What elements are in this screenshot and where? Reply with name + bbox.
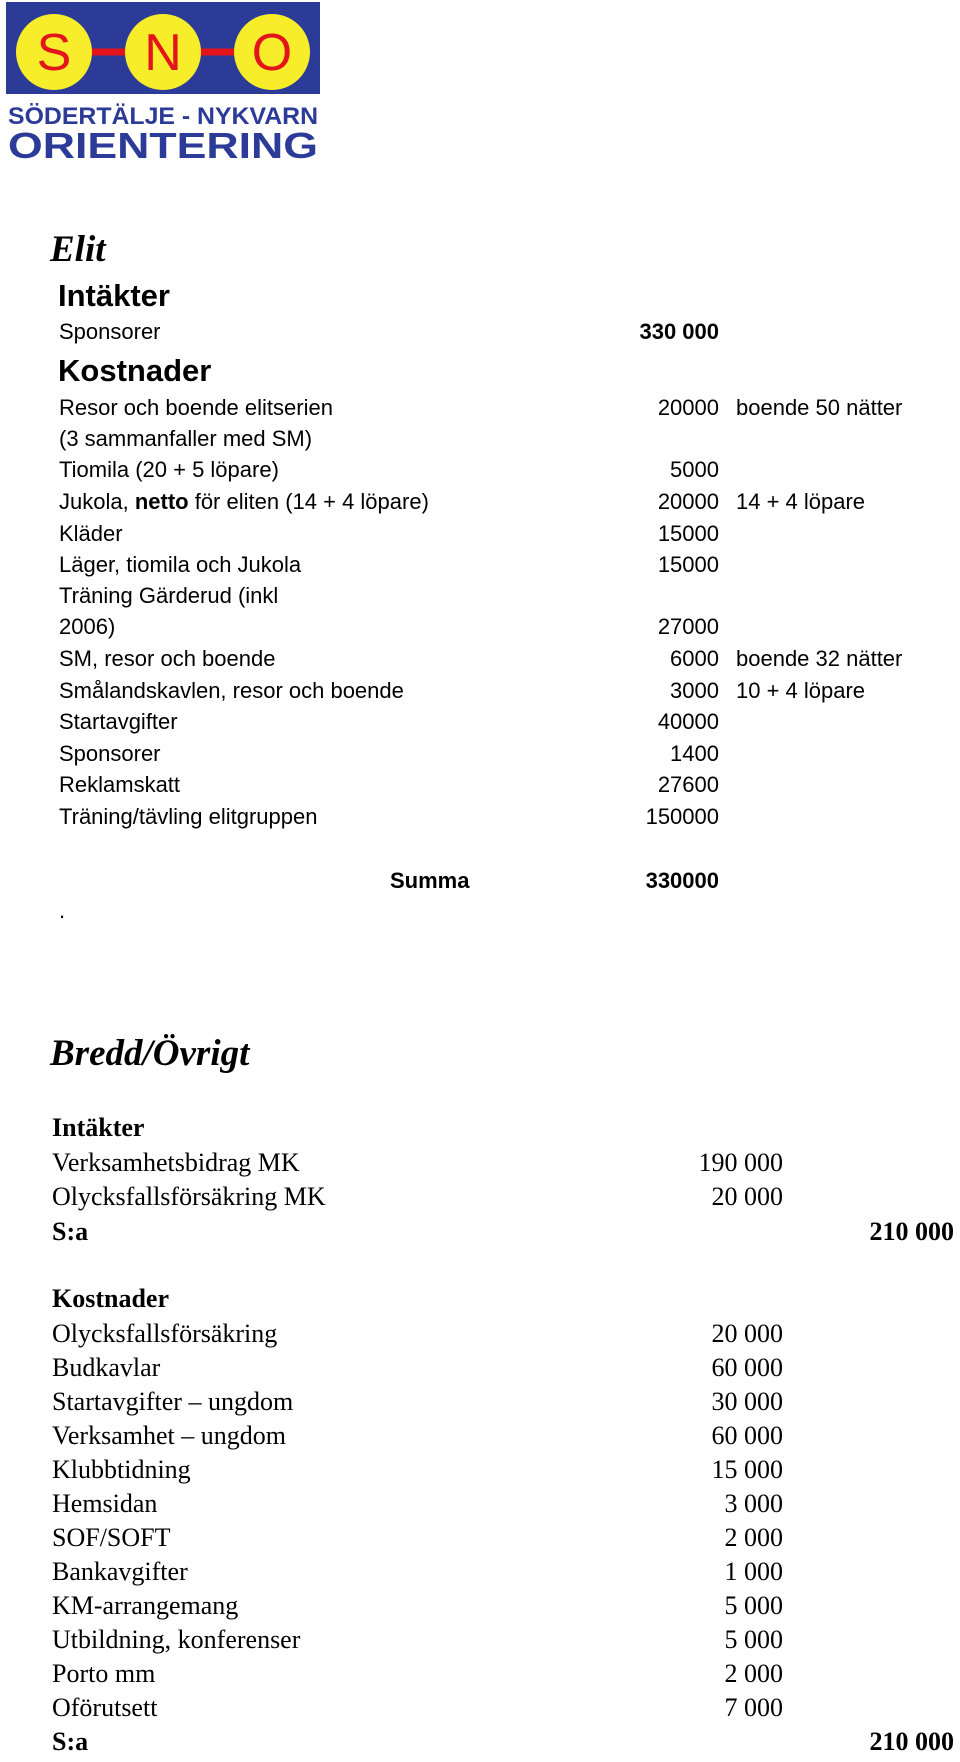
row-amount: 5 000 xyxy=(724,1591,783,1620)
row-amount: 60 000 xyxy=(711,1421,783,1450)
row-label: Verksamhetsbidrag MK xyxy=(52,1148,300,1177)
row-label: Porto mm xyxy=(52,1659,156,1688)
row-label: Verksamhet – ungdom xyxy=(52,1421,286,1450)
bredd-cost-row xyxy=(0,1691,960,1725)
elit-cost-row xyxy=(0,392,960,424)
row-label: Kläder xyxy=(59,521,123,546)
row-label-part: för eliten (14 + 4 löpare) xyxy=(188,489,429,514)
row-amount: 15000 xyxy=(657,552,719,577)
row-label: Resor och boende elitserien xyxy=(59,395,333,420)
elit-cost-row xyxy=(0,454,960,486)
sum-label: S:a xyxy=(52,1217,89,1246)
bredd-cost-heading: Kostnader xyxy=(52,1284,169,1313)
row-label: Klubbtidning xyxy=(52,1455,191,1484)
elit-cost-row xyxy=(0,518,960,550)
bredd-income-sum-row xyxy=(0,1215,960,1249)
bredd-cost-row xyxy=(0,1589,960,1623)
row-amount: 6000 xyxy=(670,646,719,671)
elit-sum-row xyxy=(0,865,960,897)
row-amount: 15000 xyxy=(657,521,719,546)
row-amount: 30 000 xyxy=(711,1387,783,1416)
row-label: Träning Gärderud (inkl xyxy=(59,583,279,608)
row-amount: 20000 xyxy=(657,395,719,420)
row-label: Oförutsett xyxy=(52,1693,158,1722)
row-label: (3 sammanfaller med SM) xyxy=(59,426,313,451)
row-amount: 330 000 xyxy=(639,319,719,344)
bredd-cost-row xyxy=(0,1453,960,1487)
elit-cost-row xyxy=(0,486,960,518)
elit-income-heading: Intäkter xyxy=(58,278,170,313)
row-amount: 27600 xyxy=(657,772,719,797)
row-label: SOF/SOFT xyxy=(52,1523,171,1552)
sum-amount: 210 000 xyxy=(869,1727,954,1756)
elit-cost-row xyxy=(0,611,960,643)
row-amount: 15 000 xyxy=(711,1455,783,1484)
logo-letter-s: S xyxy=(36,24,72,82)
row-amount: 20 000 xyxy=(711,1319,783,1348)
elit-cost-row xyxy=(0,675,960,707)
row-label: Olycksfallsförsäkring xyxy=(52,1319,278,1348)
row-label: 2006) xyxy=(59,614,116,639)
row-label-part: Jukola, xyxy=(59,489,135,514)
row-amount: 5 000 xyxy=(724,1625,783,1654)
sum-label: Summa xyxy=(390,868,470,893)
row-label: Hemsidan xyxy=(52,1489,158,1518)
row-label: Sponsorer xyxy=(59,741,161,766)
row-amount: 60 000 xyxy=(711,1353,783,1382)
bredd-cost-row xyxy=(0,1419,960,1453)
row-label: Sponsorer xyxy=(59,319,161,344)
elit-cost-row xyxy=(0,643,960,675)
club-logo xyxy=(6,2,320,162)
bredd-income-row xyxy=(0,1180,960,1214)
elit-cost-row xyxy=(0,423,960,455)
section-title-bredd: Bredd/Övrigt xyxy=(50,1033,250,1074)
row-amount: 3 000 xyxy=(724,1489,783,1518)
row-label: Träning/tävling elitgruppen xyxy=(59,804,318,829)
club-logo-graphic xyxy=(6,2,320,162)
row-note: 14 + 4 löpare xyxy=(736,489,866,514)
bredd-cost-row xyxy=(0,1657,960,1691)
row-note: boende 32 nätter xyxy=(736,646,903,671)
logo-text-line1: SÖDERTÄLJE - NYKVARN xyxy=(8,103,318,130)
row-label: Utbildning, konferenser xyxy=(52,1625,301,1654)
elit-cost-row xyxy=(0,549,960,581)
logo-letter-n: N xyxy=(144,24,182,82)
row-amount: 2 000 xyxy=(724,1659,783,1688)
row-label: Startavgifter – ungdom xyxy=(52,1387,294,1416)
section-title-elit: Elit xyxy=(50,229,106,270)
elit-cost-row xyxy=(0,706,960,738)
bredd-cost-row xyxy=(0,1351,960,1385)
bredd-cost-row xyxy=(0,1521,960,1555)
row-label: Tiomila (20 + 5 löpare) xyxy=(59,457,279,482)
row-label: SM, resor och boende xyxy=(59,646,276,671)
row-amount: 7 000 xyxy=(724,1693,783,1722)
elit-cost-row xyxy=(0,801,960,833)
logo-letter-o: O xyxy=(251,24,293,82)
bredd-cost-row xyxy=(0,1487,960,1521)
logo-text-line2: ORIENTERING xyxy=(8,125,318,162)
row-label-bold: netto xyxy=(134,489,189,514)
row-amount: 1400 xyxy=(670,741,719,766)
row-label: Smålandskavlen, resor och boende xyxy=(59,678,404,703)
elit-income-row xyxy=(0,316,960,348)
bredd-cost-row xyxy=(0,1385,960,1419)
stray-dot: . xyxy=(59,898,66,923)
row-label: Budkavlar xyxy=(52,1353,161,1382)
bredd-cost-row xyxy=(0,1317,960,1351)
row-amount: 20 000 xyxy=(711,1182,783,1211)
row-label: Startavgifter xyxy=(59,709,178,734)
sum-amount: 330000 xyxy=(645,868,719,893)
elit-cost-row xyxy=(0,769,960,801)
row-amount: 1 000 xyxy=(724,1557,783,1586)
row-label: Olycksfallsförsäkring MK xyxy=(52,1182,326,1211)
row-amount: 2 000 xyxy=(724,1523,783,1552)
row-amount: 27000 xyxy=(657,614,719,639)
row-amount: 20000 xyxy=(657,489,719,514)
row-amount: 5000 xyxy=(670,457,719,482)
row-amount: 40000 xyxy=(657,709,719,734)
bredd-cost-row xyxy=(0,1623,960,1657)
bredd-income-row xyxy=(0,1146,960,1180)
row-label xyxy=(59,486,429,518)
elit-cost-heading: Kostnader xyxy=(58,353,212,388)
row-amount: 190 000 xyxy=(698,1148,783,1177)
bredd-income-heading: Intäkter xyxy=(52,1113,145,1142)
row-label: KM-arrangemang xyxy=(52,1591,239,1620)
row-label: Reklamskatt xyxy=(59,772,181,797)
row-note: 10 + 4 löpare xyxy=(736,678,866,703)
bredd-cost-sum-row xyxy=(0,1725,960,1759)
row-note: boende 50 nätter xyxy=(736,395,903,420)
sum-label: S:a xyxy=(52,1727,89,1756)
elit-cost-row xyxy=(0,580,960,612)
row-label: Bankavgifter xyxy=(52,1557,188,1586)
elit-cost-row xyxy=(0,738,960,770)
sum-amount: 210 000 xyxy=(869,1217,954,1246)
row-amount: 3000 xyxy=(670,678,719,703)
bredd-cost-row xyxy=(0,1555,960,1589)
row-amount: 150000 xyxy=(645,804,719,829)
row-label: Läger, tiomila och Jukola xyxy=(59,552,302,577)
